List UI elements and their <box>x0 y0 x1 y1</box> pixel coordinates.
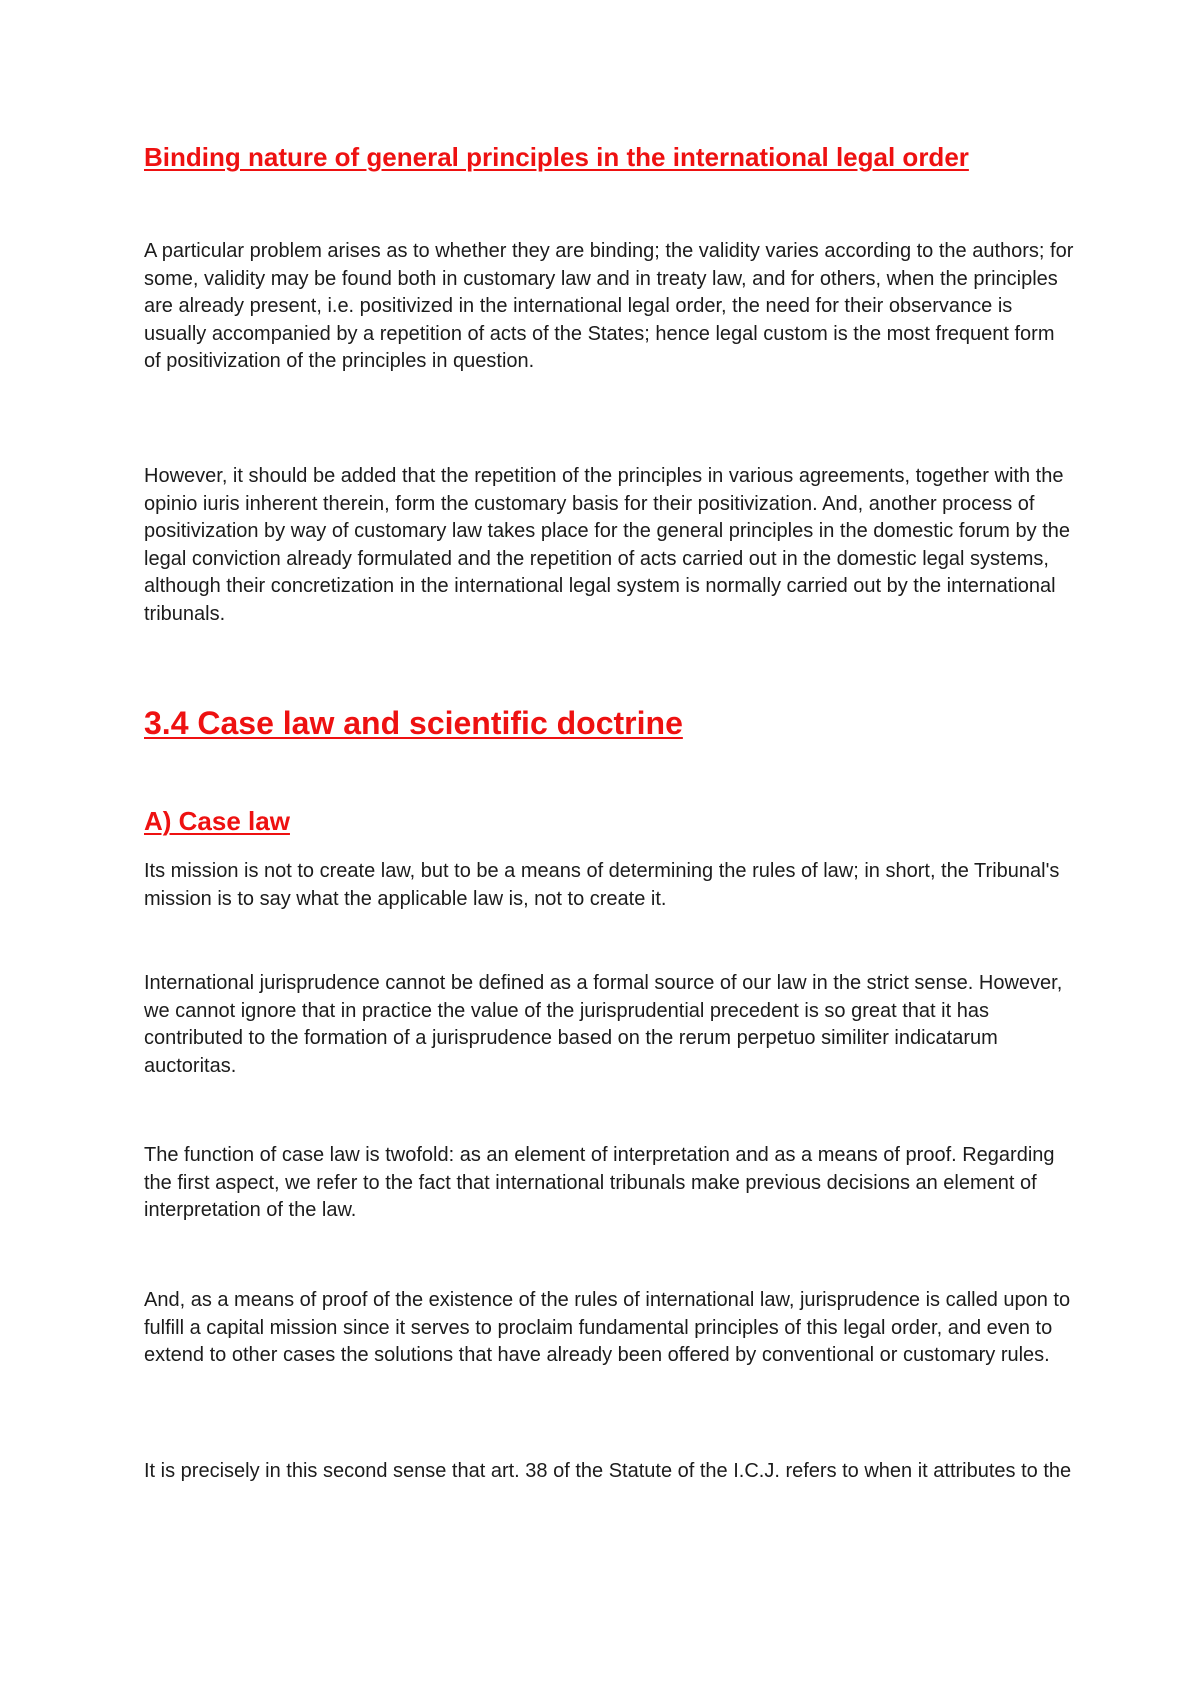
paragraph-binding-1: A particular problem arises as to whether they are binding; the validity varies according to the authors; for some, validity may be found both in customary law and in treaty law, and for others, when the principles are already present, i.e. positivized in the international legal order, the need for their observance is usually accompanied by a repetition of acts of the States; hence legal custom is the most frequent form of positivization of the principles in question. <box>144 240 1074 373</box>
heading-case-law-doctrine: 3.4 Case law and scientific doctrine <box>144 705 683 741</box>
paragraph-case-law-4: And, as a means of proof of the existence of the rules of international law, jurisprudence is called upon to fulfill a capital mission since it serves to proclaim fundamental principles of this legal order, and even to extend to other cases the solutions that have already been offered by conventional or customary rules. <box>144 1289 1071 1367</box>
paragraph-case-law-1: Its mission is not to create law, but to be a means of determining the rules of law; in short, the Tribunal's mission is to say what the applicable law is, not to create it. <box>144 860 1060 910</box>
heading-binding-nature: Binding nature of general principles in the international legal order <box>144 142 969 172</box>
paragraph-binding-2: However, it should be added that the repetition of the principles in various agreements, together with the opinio iuris inherent therein, form the customary basis for their positivization. And, another process of positivization by way of customary law takes place for the general principles in the domestic forum by the legal conviction already formulated and the repetition of acts carried out in the domestic legal systems, although their concretization in the international legal system is normally carried out by the international tribunals. <box>144 465 1070 625</box>
paragraph-case-law-3: The function of case law is twofold: as an element of interpretation and as a means of proof. Regarding the first aspect, we refer to the fact that international tribunals make previous decisions an element of interpretation of the law. <box>144 1144 1055 1222</box>
heading-case-law: A) Case law <box>144 806 290 836</box>
paragraph-case-law-5: It is precisely in this second sense that art. 38 of the Statute of the I.C.J. refers to when it attributes to the <box>144 1460 1072 1482</box>
paragraph-case-law-2: International jurisprudence cannot be defined as a formal source of our law in the strict sense. However, we cannot ignore that in practice the value of the jurisprudential precedent is so great that it has contributed to the formation of a jurisprudence based on the rerum perpetuo similiter indicatarum auctoritas. <box>144 972 1063 1077</box>
